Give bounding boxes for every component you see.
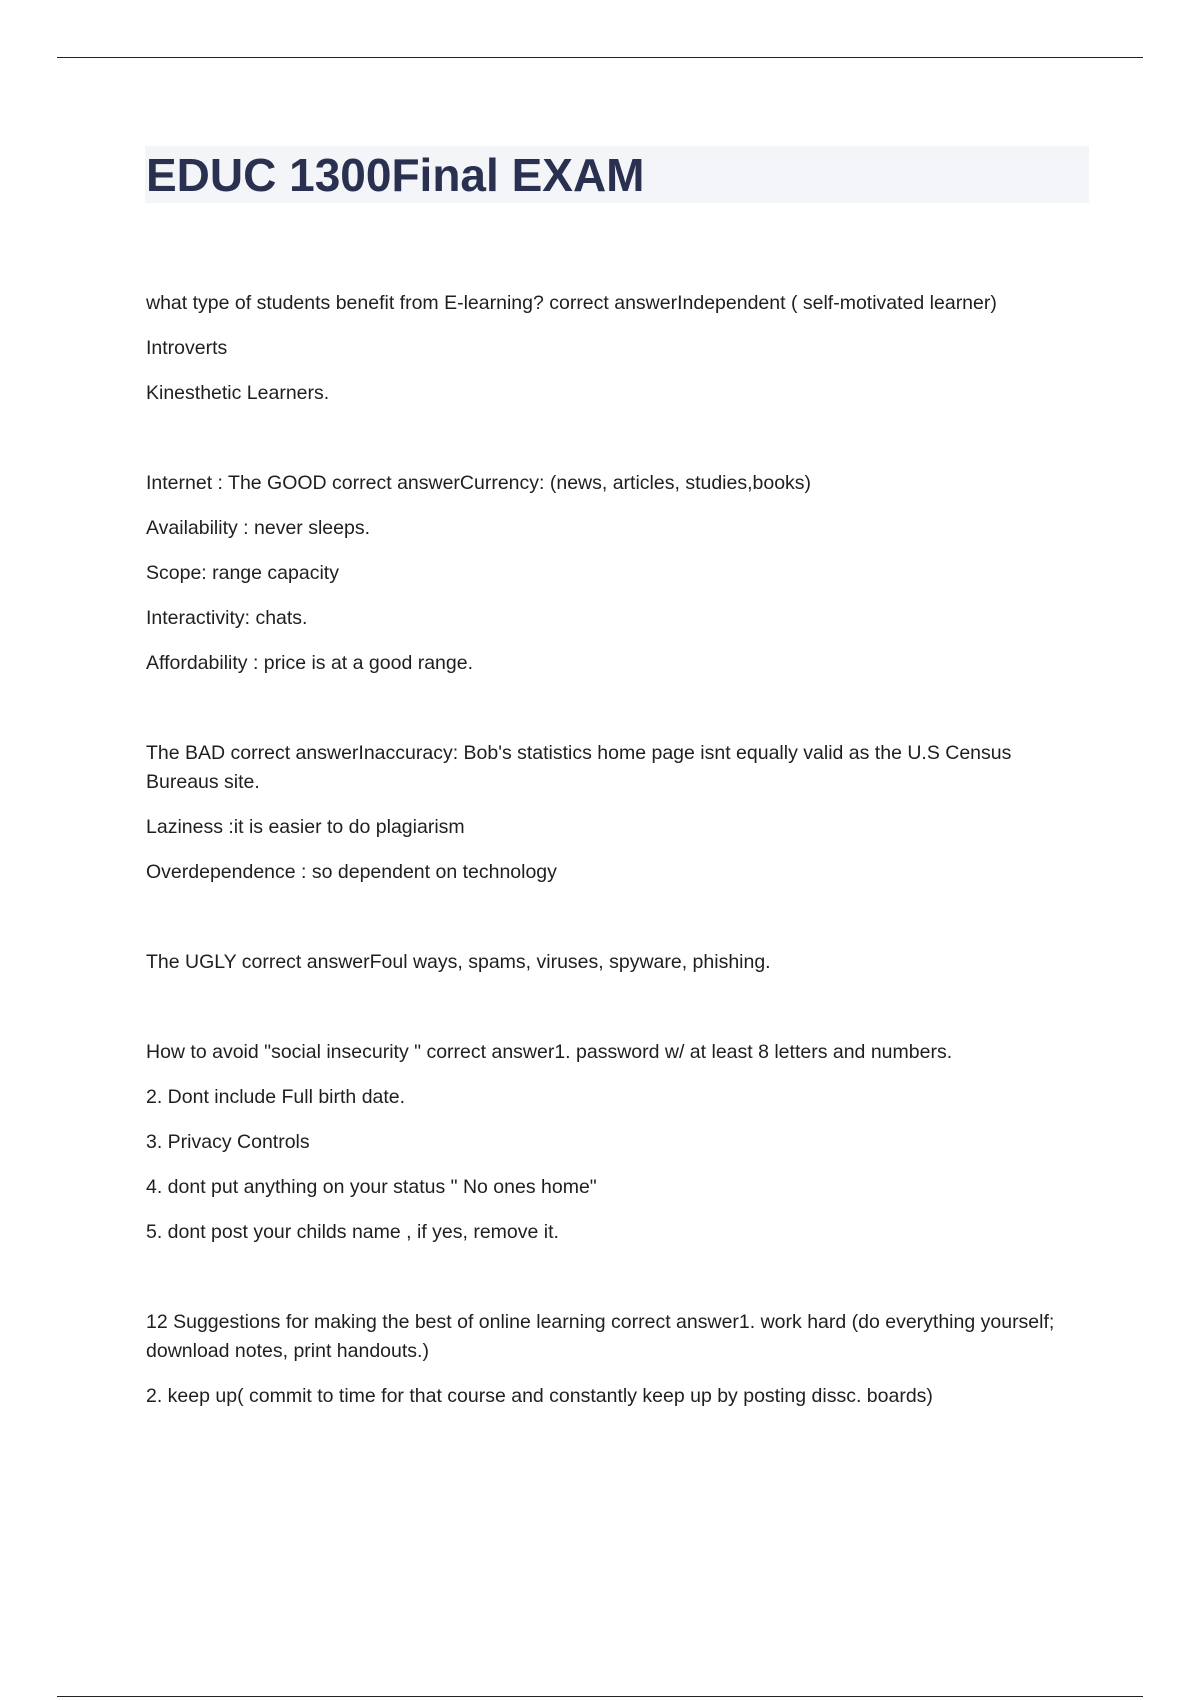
page-title: EDUC 1300Final EXAM [146,149,645,201]
qa-block-e-learning [146,289,1076,408]
text-line: The UGLY correct answerFoul ways, spams, viruses, spyware, phishing. [146,951,771,973]
text-line: Affordability : price is at a good range. [146,652,473,674]
text-line: Scope: range capacity [146,562,339,584]
text-line: 4. dont put anything on your status " No ones home" [146,1176,597,1198]
qa-block-internet-ugly [146,948,1076,977]
qa-block-social-insecurity [146,1038,1076,1247]
text-line: Internet : The GOOD correct answerCurrency: (news, articles, studies,books) [146,472,812,494]
text-line: 5. dont post your childs name , if yes, remove it. [146,1221,559,1243]
text-line: Introverts [146,337,228,359]
top-rule [57,57,1143,58]
bottom-rule [57,1696,1143,1697]
text-line: Kinesthetic Learners. [146,382,330,404]
text-line: 2. keep up( commit to time for that course and constantly keep up by posting dissc. boards) [146,1385,933,1407]
text-line: Availability : never sleeps. [146,517,371,539]
text-line: Overdependence : so dependent on technology [146,861,557,883]
text-line: How to avoid "social insecurity " correct answer1. password w/ at least 8 letters and numbers. [146,1041,953,1063]
qa-block-online-learning-suggestions [146,1308,1076,1411]
document-body [146,289,1076,1472]
text-line: 12 Suggestions for making the best of online learning correct answer1. work hard (do everything yourself; download notes, print handouts.) [146,1311,1055,1362]
text-line: The BAD correct answerInaccuracy: Bob's statistics home page isnt equally valid as the U.S Census Bureaus site. [146,742,1012,793]
text-line: Interactivity: chats. [146,607,308,629]
text-line: Laziness :it is easier to do plagiarism [146,816,465,838]
text-line: 2. Dont include Full birth date. [146,1086,406,1108]
qa-block-internet-good [146,469,1076,678]
text-line: what type of students benefit from E-learning? correct answerIndependent ( self-motivated learner) [146,292,997,314]
text-line: 3. Privacy Controls [146,1131,310,1153]
qa-block-internet-bad [146,739,1076,887]
